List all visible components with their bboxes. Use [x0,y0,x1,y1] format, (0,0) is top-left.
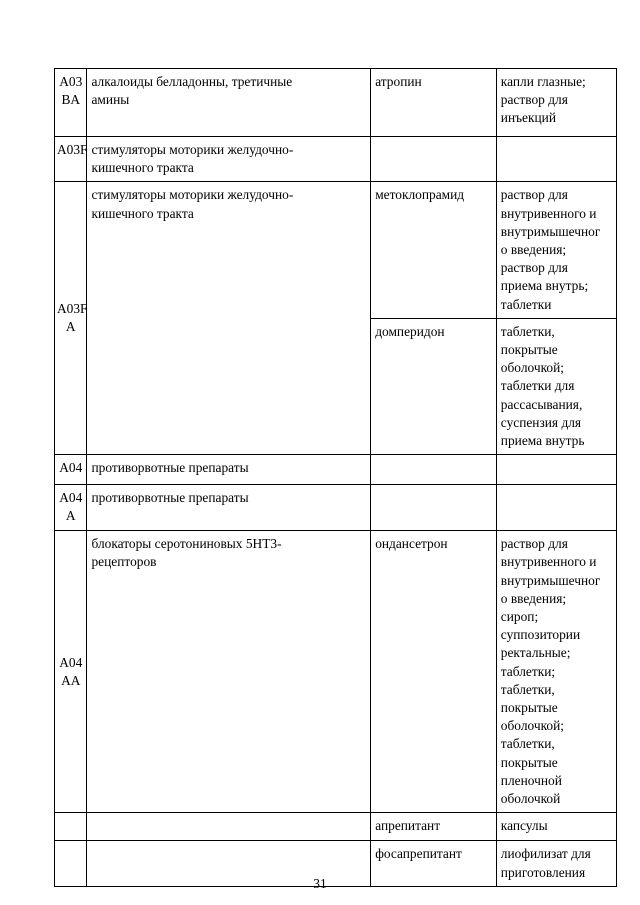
medication-table [54,68,617,887]
table-row [55,69,617,137]
dosage-form-cell: раствор для внутривенного и внутримышечног о введения; сироп; суппозитории ректальные; таблетки; таблетки, покрытые оболочкой; таблетки, покрытые пленочной оболочкой [496,531,616,813]
table-row [55,531,617,813]
dosage-form-cell [496,455,616,485]
group-name-cell: противорвотные препараты [87,455,371,485]
atc-code-cell: A03 BA [55,69,87,137]
table-row [55,813,617,841]
inn-cell: ондансетрон [371,531,497,813]
dosage-form-cell [496,485,616,531]
atc-code-cell: A03F [55,137,87,182]
inn-cell: апрепитант [371,813,497,841]
atc-code-cell [55,813,87,841]
group-name-cell: алкалоиды белладонны, третичные амины [87,69,371,137]
group-name-cell [87,813,371,841]
inn-cell: домперидон [371,318,497,454]
table-row [55,455,617,485]
atc-code-cell: A04 [55,455,87,485]
inn-cell: метоклопрамид [371,182,497,318]
dosage-form-cell: капли глазные; раствор для инъекций [496,69,616,137]
atc-code-cell: A04 AA [55,531,87,813]
dosage-form-cell: капсулы [496,813,616,841]
dosage-form-cell: таблетки, покрытые оболочкой; таблетки для рассасывания, суспензия для приема внутрь [496,318,616,454]
atc-code-cell: A03F A [55,182,87,455]
table-row [55,485,617,531]
inn-cell: фосапрепитант [371,841,497,886]
inn-cell [371,137,497,182]
atc-code-cell: A04 A [55,485,87,531]
dosage-form-cell: лиофилизат для приготовления [496,841,616,886]
group-name-cell: блокаторы серотониновых 5HT3- рецепторов [87,531,371,813]
page-number: 31 [313,876,327,891]
group-name-cell: стимуляторы моторики желудочно- кишечного тракта [87,182,371,455]
table-row [55,137,617,182]
inn-cell [371,455,497,485]
table-row [55,182,617,318]
inn-cell [371,485,497,531]
inn-cell: атропин [371,69,497,137]
dosage-form-cell [496,137,616,182]
group-name-cell: противорвотные препараты [87,485,371,531]
group-name-cell: стимуляторы моторики желудочно- кишечного тракта [87,137,371,182]
dosage-form-cell: раствор для внутривенного и внутримышечног о введения; раствор для приема внутрь; таблетки [496,182,616,318]
